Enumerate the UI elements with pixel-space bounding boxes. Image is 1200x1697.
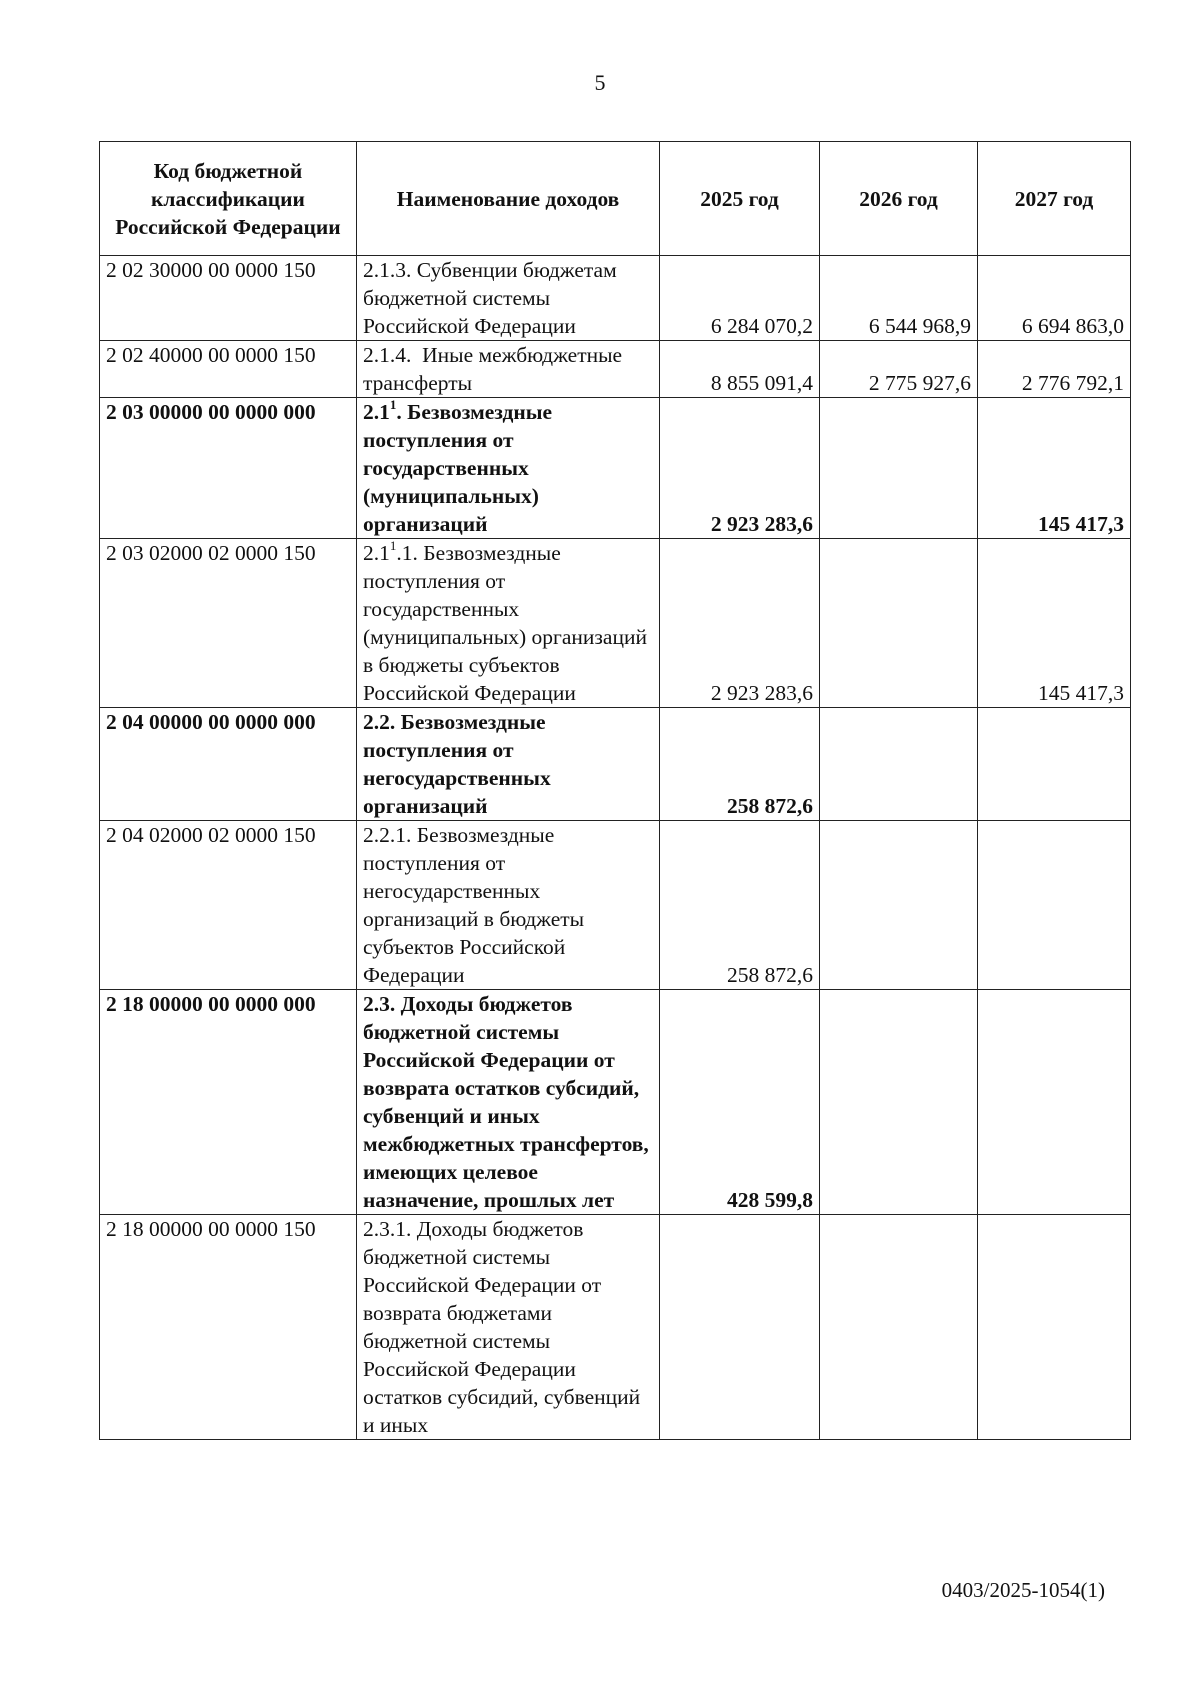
amount-2026-cell	[820, 990, 978, 1215]
amount-2027-cell: 2 776 792,1	[978, 341, 1131, 398]
revenue-number-superscript: 1	[389, 396, 397, 412]
revenue-label: Доходы бюджетов бюджетной системы Российской Федерации от возврата остатков субсидий, субвенций и иных межбюджетных трансфертов, имеющих целевое назначение, прошлых лет	[363, 992, 655, 1212]
amount-2027-cell	[978, 821, 1131, 990]
revenue-label: .1. Безвозмездные поступления от государственных (муниципальных) организаций в бюджеты субъектов Российской Федерации	[363, 541, 653, 705]
amount-2025-cell: 258 872,6	[660, 821, 820, 990]
amount-2025-cell: 2 923 283,6	[660, 398, 820, 539]
amount-2027-cell: 6 694 863,0	[978, 256, 1131, 341]
amount-2026-cell	[820, 398, 978, 539]
revenue-label: Доходы бюджетов бюджетной системы Российской Федерации от возврата бюджетами бюджетной системы Российской Федерации остатков субсидий, субвенций и иных	[363, 1217, 646, 1437]
amount-2027-cell: 145 417,3	[978, 539, 1131, 708]
revenue-number: 2.1	[363, 400, 390, 424]
revenue-label: Иные межбюджетные трансферты	[363, 343, 628, 395]
revenue-number: 2.3.	[363, 992, 396, 1016]
revenue-number: 2.1	[363, 541, 390, 565]
header-2026: 2026 год	[820, 142, 978, 256]
revenue-number: 2.2.	[363, 710, 396, 734]
page-number: 5	[594, 70, 606, 95]
table-header-row	[100, 142, 1131, 256]
amount-2025-cell: 8 855 091,4	[660, 341, 820, 398]
budget-code-cell: 2 04 02000 02 0000 150	[100, 821, 357, 990]
budget-code-cell: 2 03 00000 00 0000 000	[100, 398, 357, 539]
revenue-label: Безвозмездные поступления от негосударственных организаций в бюджеты субъектов Российской Федерации	[363, 823, 590, 987]
table-row	[100, 990, 1131, 1215]
amount-2027-cell	[978, 1215, 1131, 1440]
amount-2025-cell	[660, 1215, 820, 1440]
revenue-label: Безвозмездные поступления от негосударственных организаций	[363, 710, 557, 818]
revenue-name-cell	[357, 821, 660, 990]
revenue-number-superscript: 1	[389, 537, 397, 553]
amount-2025-cell: 6 284 070,2	[660, 256, 820, 341]
amount-2027-cell: 145 417,3	[978, 398, 1131, 539]
table-row	[100, 1215, 1131, 1440]
amount-2025-cell: 428 599,8	[660, 990, 820, 1215]
amount-2027-cell	[978, 990, 1131, 1215]
revenue-name-cell	[357, 341, 660, 398]
budget-code-cell: 2 18 00000 00 0000 150	[100, 1215, 357, 1440]
amount-2026-cell	[820, 539, 978, 708]
revenue-name-cell	[357, 990, 660, 1215]
budget-code-cell: 2 18 00000 00 0000 000	[100, 990, 357, 1215]
revenue-label: . Безвозмездные поступления от государственных (муниципальных) организаций	[363, 400, 558, 536]
amount-2026-cell	[820, 821, 978, 990]
revenue-label: Субвенции бюджетам бюджетной системы Российской Федерации	[363, 258, 623, 338]
table-row	[100, 708, 1131, 821]
revenue-name-cell	[357, 398, 660, 539]
budget-code-cell: 2 02 30000 00 0000 150	[100, 256, 357, 341]
amount-2025-cell: 258 872,6	[660, 708, 820, 821]
header-2025: 2025 год	[660, 142, 820, 256]
revenue-number: 2.1.4.	[363, 343, 412, 367]
revenue-table	[99, 141, 1131, 1440]
revenue-name-cell	[357, 1215, 660, 1440]
table-row	[100, 256, 1131, 341]
amount-2026-cell: 6 544 968,9	[820, 256, 978, 341]
amount-2026-cell	[820, 708, 978, 821]
header-2027: 2027 год	[978, 142, 1131, 256]
revenue-number: 2.1.3.	[363, 258, 412, 282]
table-row	[100, 821, 1131, 990]
revenue-name-cell	[357, 708, 660, 821]
header-code: Код бюджетной классификации Российской Федерации	[100, 142, 357, 256]
amount-2027-cell	[978, 708, 1131, 821]
table-body	[100, 256, 1131, 1440]
document-id: 0403/2025-1054(1)	[941, 1578, 1105, 1602]
revenue-number: 2.2.1.	[363, 823, 412, 847]
table-row	[100, 539, 1131, 708]
header-name: Наименование доходов	[357, 142, 660, 256]
budget-code-cell: 2 03 02000 02 0000 150	[100, 539, 357, 708]
amount-2025-cell: 2 923 283,6	[660, 539, 820, 708]
revenue-name-cell	[357, 539, 660, 708]
amount-2026-cell	[820, 1215, 978, 1440]
amount-2026-cell: 2 775 927,6	[820, 341, 978, 398]
revenue-number: 2.3.1.	[363, 1217, 412, 1241]
table-row	[100, 341, 1131, 398]
budget-code-cell: 2 02 40000 00 0000 150	[100, 341, 357, 398]
budget-code-cell: 2 04 00000 00 0000 000	[100, 708, 357, 821]
revenue-name-cell	[357, 256, 660, 341]
table-row	[100, 398, 1131, 539]
